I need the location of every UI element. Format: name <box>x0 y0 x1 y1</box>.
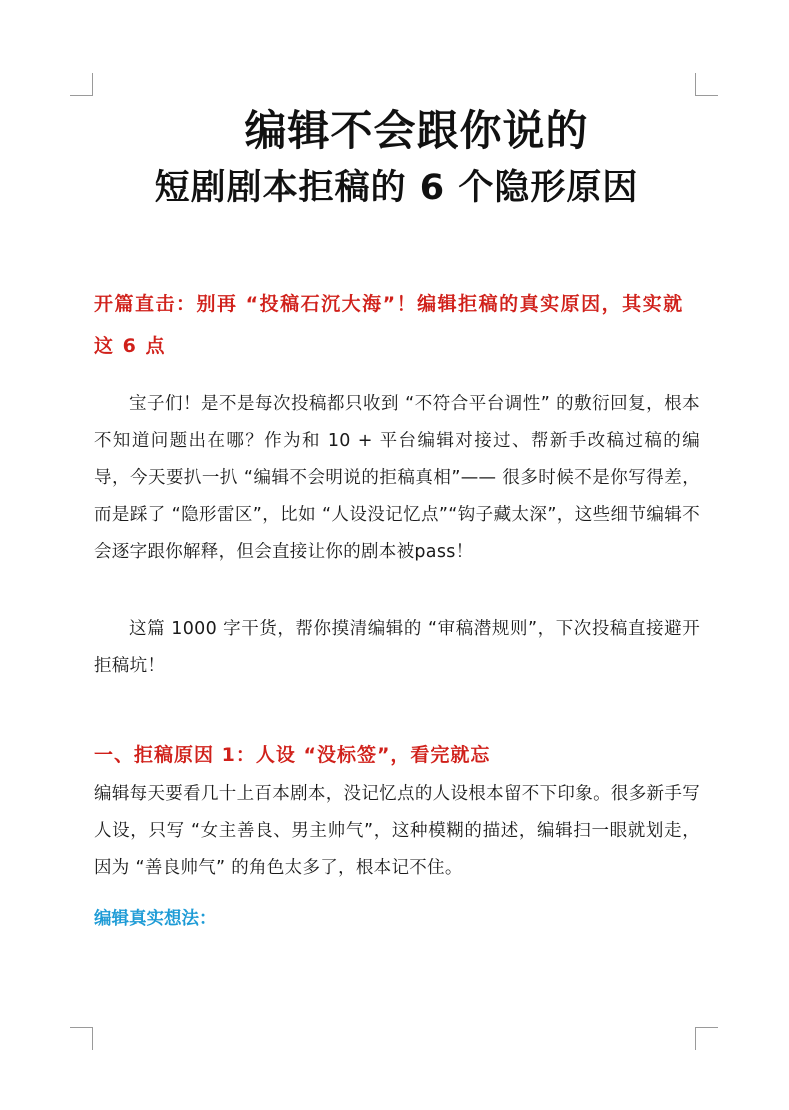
section1-heading: 一、拒稿原因 1：人设 “没标签”，看完就忘 <box>94 744 491 766</box>
document-title-line1: 编辑不会跟你说的 <box>244 106 589 155</box>
intro-paragraph-2: 这篇 1000 字干货，帮你摸清编辑的 “审稿潜规则”，下次投稿直接避开拒稿坑！ <box>94 619 700 676</box>
intro-paragraph-1: 宝子们！是不是每次投稿都只收到 “不符合平台调性” 的敷衍回复，根本不知道问题出在哪？作为和 10 + 平台编辑对接过、帮新手改稿过稿的编导，今天要扒一扒 “编辑不会明说的拒稿真相”—— 很多时候不是你写得差，而是踩了 “隐形雷区”，比如 “人设没记忆点”“钩子藏太深”，这些细节编辑不会逐字跟你解释，但会直接让你的剧本被pass！ <box>94 394 700 562</box>
intro-heading: 开篇直击：别再 “投稿石沉大海”！编辑拒稿的真实原因，其实就这 6 点 <box>94 293 684 357</box>
editor-thoughts-heading: 编辑真实想法： <box>94 909 217 929</box>
page-corner-mark-bottom-left <box>70 1027 93 1050</box>
section1-paragraph: 编辑每天要看几十上百本剧本，没记忆点的人设根本留不下印象。很多新手写人设，只写 “女主善良、男主帅气”，这种模糊的描述，编辑扫一眼就划走，因为 “善良帅气” 的角色太多了，根本记不住。 <box>94 784 700 878</box>
document-title-line2: 短剧剧本拒稿的 6 个隐形原因 <box>154 168 639 208</box>
page-corner-mark-top-right <box>695 73 718 96</box>
page-corner-mark-bottom-right <box>695 1027 718 1050</box>
page-corner-mark-top-left <box>70 73 93 96</box>
